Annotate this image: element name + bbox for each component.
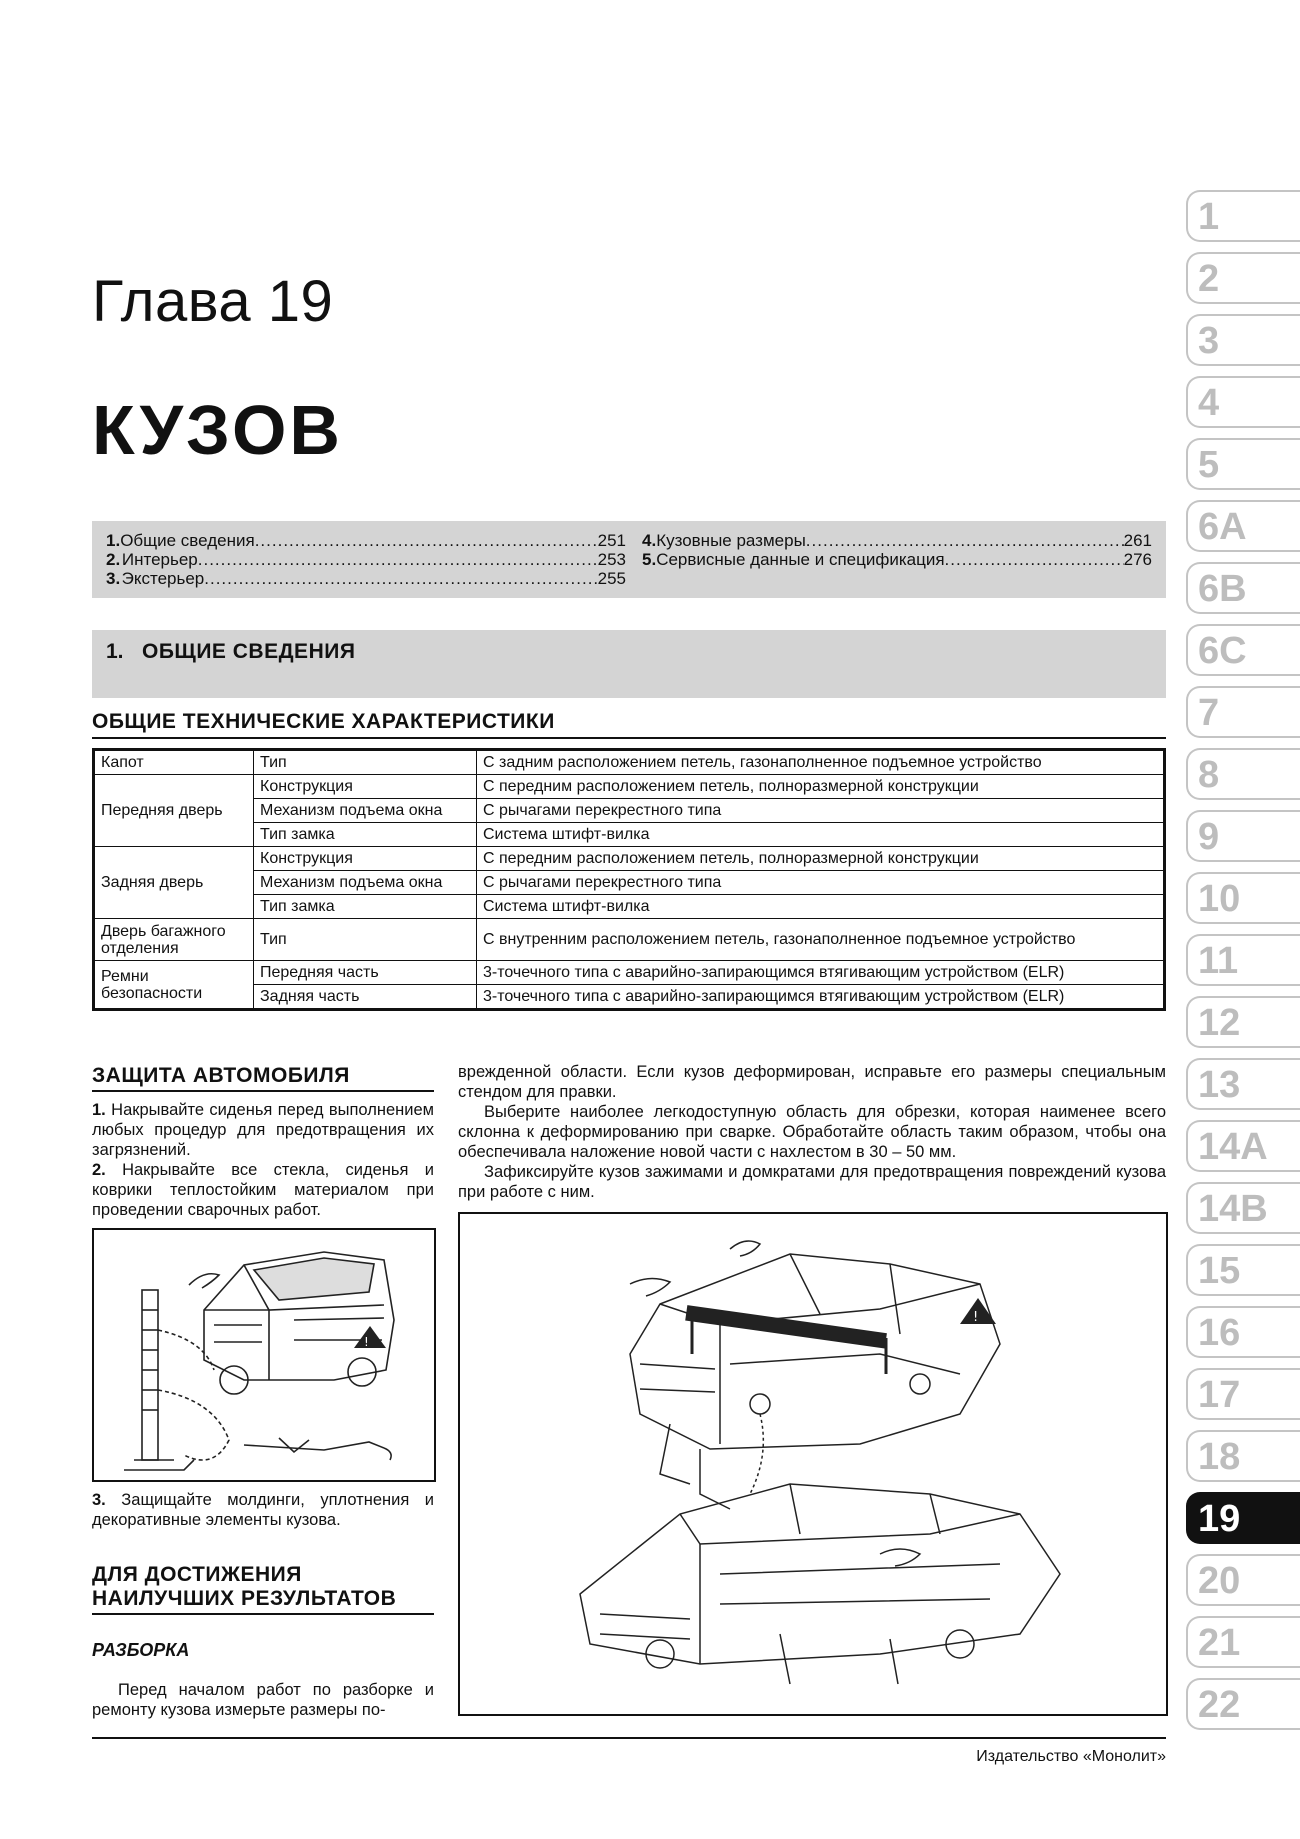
protection-heading-rule: [92, 1090, 434, 1092]
toc-item-title: Сервисные данные и спецификация: [656, 550, 945, 569]
item-text: Накрывайте все стекла, сиденья и коврики теплостойким материалом при проведении сварочных работ.: [92, 1161, 434, 1219]
spec-param: Тип: [254, 919, 477, 961]
spec-value: С передним расположением петель, полноразмерной конструкции: [477, 847, 1165, 871]
chapter-tab-15[interactable]: 15: [1186, 1244, 1300, 1296]
chapter-tab-16[interactable]: 16: [1186, 1306, 1300, 1358]
toc-item-num: 4.: [642, 531, 657, 550]
chapter-tab-3[interactable]: 3: [1186, 314, 1300, 366]
item-text: Накрывайте сиденья перед выполнением любых процедур для предотвращения их загрязнений.: [92, 1101, 435, 1159]
svg-text:!: !: [973, 1310, 979, 1325]
spec-value: С передним расположением петель, полноразмерной конструкции: [477, 775, 1165, 799]
chapter-tab-6b[interactable]: 6B: [1186, 562, 1300, 614]
best-results-heading-line1: ДЛЯ ДОСТИЖЕНИЯ: [92, 1563, 302, 1586]
protection-item-3: [92, 1490, 434, 1530]
spec-value: С рычагами перекрестного типа: [477, 799, 1165, 823]
table-row: [94, 985, 1165, 1010]
spec-value: Система штифт-вилка: [477, 823, 1165, 847]
chapter-tab-2[interactable]: 2: [1186, 252, 1300, 304]
spec-param: Задняя часть: [254, 985, 477, 1010]
best-results-heading: [92, 1563, 396, 1611]
toc-column-right: [642, 531, 1152, 569]
spec-param: Механизм подъема окна: [254, 871, 477, 895]
chapter-label: Глава 19: [92, 269, 334, 334]
section-title: ОБЩИЕ СВЕДЕНИЯ: [142, 640, 356, 663]
best-results-heading-rule: [92, 1613, 434, 1615]
chapter-title: КУЗОВ: [92, 391, 343, 469]
spec-value: С задним расположением петель, газонаполненное подъемное устройство: [477, 750, 1165, 775]
car-on-stand-illustration: [94, 1230, 434, 1480]
chapter-tab-6a[interactable]: 6A: [1186, 500, 1300, 552]
toc-item-num: 5.: [642, 550, 657, 569]
spec-param: Конструкция: [254, 847, 477, 871]
right-column-text: [458, 1062, 1166, 1202]
specs-heading-rule: [92, 737, 1166, 739]
body-frame-illustration: [460, 1214, 1166, 1714]
spec-value: С рычагами перекрестного типа: [477, 871, 1165, 895]
paragraph: Выберите наиболее легкодоступную область для обрезки, которая наименее всего склонна к деформированию при сварке. Обработайте область таким образом, чтобы она обеспечивала наложение новой части с нахлестом в 30 – 50 мм.: [458, 1103, 1166, 1161]
protection-item-2: [92, 1160, 434, 1220]
spec-group: Дверь багажного отделения: [94, 919, 254, 961]
toc-item[interactable]: [642, 550, 1152, 569]
chapter-tab-11[interactable]: 11: [1186, 934, 1300, 986]
table-row: [94, 823, 1165, 847]
chapter-tab-22[interactable]: 22: [1186, 1678, 1300, 1730]
section-number: 1.: [106, 640, 124, 663]
publisher-footer: Издательство «Монолит»: [976, 1748, 1166, 1765]
toc-leader-dots: [945, 550, 1124, 569]
paragraph: Зафиксируйте кузов зажимами и домкратами для предотвращения повреждений кузова при работе с ним.: [458, 1163, 1166, 1201]
toc-item-num: 3.: [106, 569, 121, 588]
toc-item[interactable]: [106, 569, 626, 588]
protection-items: [92, 1100, 434, 1220]
table-row: [94, 775, 1165, 799]
chapter-tab-18[interactable]: 18: [1186, 1430, 1300, 1482]
spec-value: С внутренним расположением петель, газонаполненное подъемное устройство: [477, 919, 1165, 961]
toc-item-page: 276: [1123, 550, 1152, 569]
toc-item[interactable]: [642, 531, 1152, 550]
chapter-tab-1[interactable]: 1: [1186, 190, 1300, 242]
spec-param: Тип замка: [254, 895, 477, 919]
table-row: [94, 799, 1165, 823]
figure-frame-stand: [92, 1228, 436, 1482]
svg-text:!: !: [364, 1335, 369, 1349]
warning-triangle-icon: [960, 1298, 996, 1325]
chapter-tab-10[interactable]: 10: [1186, 872, 1300, 924]
protection-heading: ЗАЩИТА АВТОМОБИЛЯ: [92, 1064, 350, 1087]
spec-param: Тип замка: [254, 823, 477, 847]
chapter-tab-4[interactable]: 4: [1186, 376, 1300, 428]
figure-body-repair: [458, 1212, 1168, 1716]
item-number: 1.: [92, 1101, 106, 1119]
toc-item-title: Интерьер: [121, 550, 198, 569]
toc-item-page: 251: [597, 531, 626, 550]
table-row: [94, 895, 1165, 919]
toc-item-num: 1.: [106, 531, 121, 550]
toc-item-page: 261: [1123, 531, 1152, 550]
spec-group: Задняя дверь: [94, 847, 254, 919]
toc-leader-dots: [198, 550, 598, 569]
toc-leader-dots: [204, 569, 597, 588]
spec-value: 3-точечного типа с аварийно-запирающимся втягивающим устройством (ELR): [477, 961, 1165, 985]
footer-rule: [92, 1737, 1166, 1739]
spec-param: Тип: [254, 750, 477, 775]
chapter-tab-8[interactable]: 8: [1186, 748, 1300, 800]
spec-group: Капот: [94, 750, 254, 775]
toc-item-title: Экстерьер: [121, 569, 205, 588]
toc-item[interactable]: [106, 550, 626, 569]
chapter-tab-17[interactable]: 17: [1186, 1368, 1300, 1420]
table-row: [94, 750, 1165, 775]
chapter-tab-14b[interactable]: 14B: [1186, 1182, 1300, 1234]
toc-item-page: 253: [597, 550, 626, 569]
spec-value: Система штифт-вилка: [477, 895, 1165, 919]
table-row: [94, 847, 1165, 871]
toc-leader-dots: [255, 531, 598, 550]
spec-group: Передняя дверь: [94, 775, 254, 847]
table-row: [94, 871, 1165, 895]
chapter-tab-13[interactable]: 13: [1186, 1058, 1300, 1110]
item-text: Защищайте молдинги, уплотнения и декоративные элементы кузова.: [92, 1491, 435, 1529]
chapter-tab-19-active[interactable]: 19: [1186, 1492, 1300, 1544]
spec-param: Конструкция: [254, 775, 477, 799]
toc-item[interactable]: [106, 531, 626, 550]
chapter-tab-7[interactable]: 7: [1186, 686, 1300, 738]
toc-item-page: 255: [597, 569, 626, 588]
toc-item-title: Кузовные размеры: [656, 531, 806, 550]
paragraph: врежденной области. Если кузов деформирован, исправьте его размеры специальным стендом для правки.: [458, 1063, 1166, 1101]
chapter-tab-5[interactable]: 5: [1186, 438, 1300, 490]
warning-triangle-icon: [354, 1326, 386, 1349]
disassembly-subheading: РАЗБОРКА: [92, 1640, 190, 1660]
chapter-tab-14a[interactable]: 14A: [1186, 1120, 1300, 1172]
disassembly-paragraph: Перед началом работ по разборке и ремонту кузова измерьте размеры по-: [92, 1681, 434, 1719]
toc-item-title: Общие сведения: [120, 531, 255, 550]
section-header-bar: [92, 630, 1166, 698]
best-results-heading-line2: НАИЛУЧШИХ РЕЗУЛЬТАТОВ: [92, 1587, 397, 1610]
spec-param: Передняя часть: [254, 961, 477, 985]
chapter-tab-12[interactable]: 12: [1186, 996, 1300, 1048]
specs-heading: ОБЩИЕ ТЕХНИЧЕСКИЕ ХАРАКТЕРИСТИКИ: [92, 710, 555, 733]
spec-param: Механизм подъема окна: [254, 799, 477, 823]
chapter-tab-6c[interactable]: 6C: [1186, 624, 1300, 676]
table-row: [94, 919, 1165, 961]
chapter-tab-9[interactable]: 9: [1186, 810, 1300, 862]
chapter-tab-20[interactable]: 20: [1186, 1554, 1300, 1606]
specs-table: [92, 748, 1166, 1011]
item-number: 3.: [92, 1491, 106, 1509]
toc-item-num: 2.: [106, 550, 121, 569]
chapter-toc: [92, 521, 1166, 598]
toc-leader-dots: [806, 531, 1124, 550]
spec-group: Ремни безопасности: [94, 961, 254, 1010]
spec-value: 3-точечного типа с аварийно-запирающимся втягивающим устройством (ELR): [477, 985, 1165, 1010]
toc-column-left: [106, 531, 626, 588]
protection-item-1: [92, 1100, 434, 1160]
chapter-tab-21[interactable]: 21: [1186, 1616, 1300, 1668]
item-number: 2.: [92, 1161, 106, 1179]
table-row: [94, 961, 1165, 985]
